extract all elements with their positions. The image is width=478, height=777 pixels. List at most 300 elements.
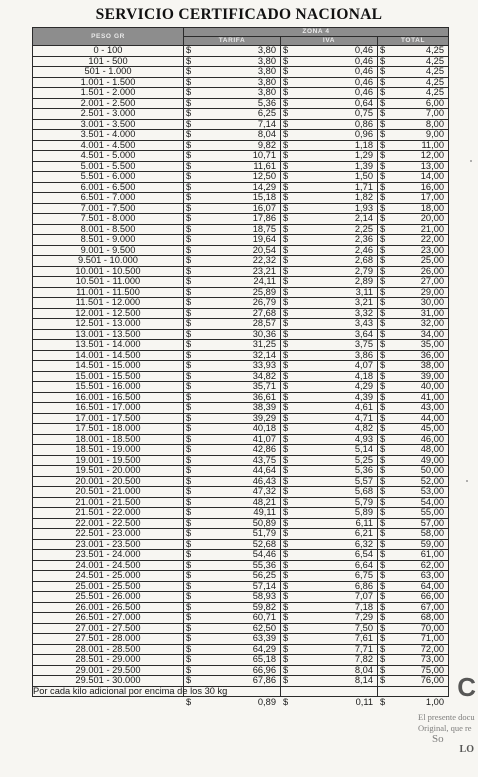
iva-cell: [281, 644, 378, 655]
peso-cell: 22.501 - 23.000: [33, 529, 184, 540]
iva-value: 2,36: [354, 234, 373, 245]
scan-speck: [470, 160, 472, 162]
currency-sign: $: [283, 465, 289, 475]
iva-cell: [281, 665, 378, 676]
iva-cell: [281, 151, 378, 162]
currency-sign: $: [380, 454, 386, 465]
currency-sign: $: [283, 45, 289, 55]
iva-value: 8,14: [354, 675, 373, 686]
currency-sign: $: [186, 402, 192, 412]
tarifa-cell: [184, 560, 281, 571]
currency-sign: $: [380, 265, 386, 276]
total-cell: [378, 340, 449, 351]
currency-sign: $: [380, 213, 386, 223]
tarifa-cell: [184, 109, 281, 120]
iva-value: 2,46: [354, 244, 373, 255]
total-value: 54,00: [420, 496, 445, 507]
currency-sign: $: [283, 549, 289, 559]
currency-sign: $: [380, 276, 386, 286]
total-cell: [378, 361, 449, 372]
total-value: 12,00: [420, 150, 445, 161]
tarifa-value: 5,36: [257, 97, 276, 108]
tarifa-value: 52,68: [252, 538, 276, 549]
iva-value: 5,79: [354, 496, 373, 507]
iva-value: 2,68: [354, 255, 373, 266]
currency-sign: $: [186, 223, 192, 234]
iva-value: 4,82: [354, 423, 373, 434]
currency-sign: $: [186, 255, 192, 265]
currency-sign: $: [380, 391, 386, 402]
table-row: [33, 98, 449, 109]
iva-cell: [281, 203, 378, 214]
total-cell: [378, 445, 449, 456]
table-row: [33, 361, 449, 372]
currency-sign: $: [283, 318, 289, 328]
currency-sign: $: [380, 433, 386, 444]
iva-cell: [281, 602, 378, 613]
tariff-table: [32, 27, 449, 707]
stamp-text-2: Original, que re: [418, 723, 472, 733]
tarifa-value: 16,07: [252, 202, 276, 213]
tarifa-value: 57,14: [252, 580, 276, 591]
currency-sign: $: [186, 297, 192, 307]
tarifa-cell: [184, 392, 281, 403]
iva-cell: [281, 350, 378, 361]
tarifa-value: 18,75: [252, 223, 276, 234]
currency-sign: $: [380, 202, 386, 213]
iva-cell: [281, 497, 378, 508]
iva-value: 1,39: [354, 160, 373, 171]
currency-sign: $: [283, 580, 289, 591]
iva-value: 5,36: [354, 465, 373, 476]
peso-cell: 15.501 - 16.000: [33, 382, 184, 393]
iva-value: 4,07: [354, 360, 373, 371]
tarifa-cell: [184, 140, 281, 151]
tarifa-value: 15,18: [252, 192, 276, 203]
total-cell: [378, 119, 449, 130]
currency-sign: $: [380, 465, 386, 475]
peso-cell: 19.001 - 19.500: [33, 455, 184, 466]
currency-sign: $: [283, 339, 289, 349]
currency-sign: $: [380, 118, 386, 129]
currency-sign: $: [186, 465, 192, 475]
currency-sign: $: [186, 486, 192, 496]
total-value: 48,00: [420, 444, 445, 455]
tarifa-value: 11,61: [253, 160, 276, 171]
iva-value: 0,46: [354, 55, 373, 66]
total-value: 8,00: [425, 118, 445, 129]
iva-cell: [281, 319, 378, 330]
total-value: 59,00: [420, 538, 445, 549]
currency-sign: $: [283, 108, 289, 118]
tarifa-value: 48,21: [252, 496, 276, 507]
total-cell: [378, 88, 449, 99]
iva-cell: [281, 518, 378, 529]
currency-sign: $: [186, 496, 192, 507]
iva-value: 4,18: [354, 370, 373, 381]
tarifa-value: 41,07: [252, 433, 276, 444]
peso-cell: 14.501 - 15.000: [33, 361, 184, 372]
iva-cell: [281, 224, 378, 235]
currency-sign: $: [380, 601, 386, 612]
currency-sign: $: [283, 412, 289, 423]
currency-sign: $: [283, 370, 289, 381]
table-row: [33, 602, 449, 613]
peso-cell: 5.001 - 5.500: [33, 161, 184, 172]
currency-sign: $: [186, 97, 192, 108]
total-value: 1,00: [425, 696, 445, 707]
tarifa-header: TARIFA: [184, 37, 281, 46]
iva-value: 6,21: [354, 528, 373, 539]
currency-sign: $: [380, 55, 386, 66]
table-row: [33, 182, 449, 193]
currency-sign: $: [186, 318, 192, 328]
currency-sign: $: [186, 307, 192, 318]
table-row: [33, 466, 449, 477]
peso-cell: 12.001 - 12.500: [33, 308, 184, 319]
currency-sign: $: [283, 654, 289, 664]
currency-sign: $: [186, 202, 192, 213]
currency-sign: $: [283, 129, 289, 139]
currency-sign: $: [186, 76, 192, 87]
total-value: 9,00: [425, 129, 445, 140]
currency-sign: $: [380, 696, 386, 707]
tarifa-value: 0,89: [257, 696, 276, 707]
currency-sign: $: [186, 108, 192, 118]
currency-sign: $: [186, 391, 192, 402]
currency-sign: $: [283, 76, 289, 87]
peso-cell: 1.001 - 1.500: [33, 77, 184, 88]
iva-value: 7,61: [354, 633, 373, 644]
currency-sign: $: [186, 654, 192, 664]
total-value: 43,00: [420, 402, 445, 413]
iva-value: 0,96: [354, 129, 373, 140]
total-value: 14,00: [420, 171, 445, 182]
currency-sign: $: [283, 612, 289, 622]
total-cell: [378, 413, 449, 424]
iva-cell: [281, 466, 378, 477]
iva-value: 7,18: [354, 601, 373, 612]
total-value: 4,25: [425, 55, 445, 66]
stamp-text-1: El presente docu: [418, 712, 475, 722]
tarifa-value: 63,39: [252, 633, 276, 644]
total-cell: [378, 182, 449, 193]
table-row: [33, 655, 449, 666]
currency-sign: $: [186, 444, 192, 454]
currency-sign: $: [380, 150, 386, 160]
total-cell: [378, 308, 449, 319]
iva-cell: [281, 109, 378, 120]
tarifa-value: 67,86: [252, 675, 276, 686]
tarifa-value: 24,11: [253, 276, 276, 287]
iva-cell: [281, 172, 378, 183]
tarifa-value: 3,80: [257, 55, 276, 66]
total-cell: [378, 98, 449, 109]
currency-sign: $: [186, 454, 192, 465]
table-row: [33, 203, 449, 214]
iva-value: 5,89: [354, 507, 373, 518]
total-cell: [378, 130, 449, 141]
currency-sign: $: [186, 612, 192, 622]
total-cell: [378, 455, 449, 466]
currency-sign: $: [186, 696, 192, 707]
currency-sign: $: [283, 633, 289, 643]
currency-sign: $: [186, 423, 192, 433]
total-cell: [378, 434, 449, 445]
zone-header: ZONA 4: [184, 28, 449, 37]
tarifa-cell: [184, 686, 281, 707]
currency-sign: $: [186, 87, 192, 97]
currency-sign: $: [283, 286, 289, 297]
currency-sign: $: [283, 496, 289, 507]
currency-sign: $: [283, 528, 289, 538]
tarifa-cell: [184, 77, 281, 88]
total-cell: [378, 329, 449, 340]
tarifa-value: 12,50: [252, 171, 276, 182]
table-row: [33, 613, 449, 624]
total-cell: [378, 109, 449, 120]
currency-sign: $: [283, 507, 289, 517]
table-row: [33, 623, 449, 634]
tarifa-cell: [184, 151, 281, 162]
peso-cell: 6.501 - 7.000: [33, 193, 184, 204]
iva-cell: [281, 67, 378, 78]
currency-sign: $: [380, 528, 386, 538]
total-cell: [378, 634, 449, 645]
currency-sign: $: [380, 475, 386, 486]
tarifa-value: 50,89: [252, 517, 276, 528]
peso-cell: 29.501 - 30.000: [33, 676, 184, 687]
currency-sign: $: [186, 181, 192, 192]
currency-sign: $: [283, 454, 289, 465]
tarifa-cell: [184, 88, 281, 99]
currency-sign: $: [283, 391, 289, 402]
table-row: [33, 119, 449, 130]
currency-sign: $: [380, 328, 386, 339]
tarifa-cell: [184, 529, 281, 540]
tarifa-value: 22,32: [252, 255, 276, 266]
tarifa-value: 3,80: [257, 66, 276, 77]
currency-sign: $: [186, 675, 192, 685]
peso-cell: 3.001 - 3.500: [33, 119, 184, 130]
total-cell: [378, 497, 449, 508]
iva-cell: [281, 550, 378, 561]
total-value: 27,00: [420, 276, 445, 287]
table-row: [33, 476, 449, 487]
total-cell: [378, 529, 449, 540]
currency-sign: $: [283, 97, 289, 108]
iva-value: 6,32: [354, 538, 373, 549]
currency-sign: $: [380, 570, 386, 580]
tarifa-cell: [184, 214, 281, 225]
total-cell: [378, 140, 449, 151]
peso-cell: 20.001 - 20.500: [33, 476, 184, 487]
tarifa-value: 6,25: [257, 108, 276, 119]
tarifa-cell: [184, 371, 281, 382]
tarifa-cell: [184, 413, 281, 424]
peso-cell: 14.001 - 14.500: [33, 350, 184, 361]
currency-sign: $: [186, 339, 192, 349]
peso-cell: 22.001 - 22.500: [33, 518, 184, 529]
table-row: [33, 392, 449, 403]
total-cell: [378, 403, 449, 414]
iva-value: 5,68: [354, 486, 373, 497]
table-row: [33, 266, 449, 277]
iva-value: 4,71: [354, 412, 373, 423]
peso-cell: 12.501 - 13.000: [33, 319, 184, 330]
currency-sign: $: [186, 45, 192, 55]
table-row: [33, 455, 449, 466]
total-cell: [378, 319, 449, 330]
total-cell: [378, 77, 449, 88]
peso-cell: 101 - 500: [33, 56, 184, 67]
currency-sign: $: [186, 192, 192, 202]
currency-sign: $: [283, 591, 289, 601]
currency-sign: $: [283, 276, 289, 286]
currency-sign: $: [380, 108, 386, 118]
iva-value: 0,64: [354, 97, 373, 108]
tarifa-value: 66,96: [252, 664, 276, 675]
total-value: 62,00: [420, 559, 445, 570]
iva-cell: [281, 634, 378, 645]
currency-sign: $: [283, 255, 289, 265]
table-row: [33, 382, 449, 393]
currency-sign: $: [380, 507, 386, 517]
currency-sign: $: [283, 475, 289, 486]
total-value: 64,00: [420, 580, 445, 591]
currency-sign: $: [186, 129, 192, 139]
table-row: [33, 434, 449, 445]
currency-sign: $: [283, 87, 289, 97]
table-row: [33, 161, 449, 172]
currency-sign: $: [380, 297, 386, 307]
document-title: SERVICIO CERTIFICADO NACIONAL: [95, 6, 383, 23]
tarifa-cell: [184, 67, 281, 78]
currency-sign: $: [380, 381, 386, 391]
tarifa-cell: [184, 665, 281, 676]
currency-sign: $: [380, 559, 386, 570]
currency-sign: $: [186, 643, 192, 654]
tarifa-cell: [184, 308, 281, 319]
tarifa-cell: [184, 298, 281, 309]
tarifa-cell: [184, 508, 281, 519]
table-row: [33, 644, 449, 655]
currency-sign: $: [283, 517, 289, 528]
peso-cell: 25.001 - 25.500: [33, 581, 184, 592]
total-value: 46,00: [420, 433, 445, 444]
total-value: 31,00: [420, 307, 445, 318]
tarifa-value: 42,86: [252, 444, 276, 455]
currency-sign: $: [283, 402, 289, 412]
tarifa-cell: [184, 550, 281, 561]
total-value: 35,00: [420, 339, 445, 350]
total-value: 71,00: [420, 633, 445, 644]
stamp-signature: So: [432, 733, 444, 745]
currency-sign: $: [380, 181, 386, 192]
table-row: [33, 539, 449, 550]
tarifa-value: 36,61: [252, 391, 276, 402]
iva-cell: [281, 413, 378, 424]
currency-sign: $: [283, 360, 289, 370]
currency-sign: $: [186, 171, 192, 181]
total-value: 26,00: [420, 265, 445, 276]
peso-cell: 17.501 - 18.000: [33, 424, 184, 435]
peso-cell: 25.501 - 26.000: [33, 592, 184, 603]
peso-cell: 9.001 - 9.500: [33, 245, 184, 256]
iva-cell: [281, 161, 378, 172]
currency-sign: $: [380, 45, 386, 55]
iva-value: 1,82: [354, 192, 373, 203]
iva-value: 7,29: [354, 612, 373, 623]
currency-sign: $: [380, 87, 386, 97]
table-row: [33, 329, 449, 340]
tarifa-cell: [184, 676, 281, 687]
iva-cell: [281, 56, 378, 67]
currency-sign: $: [186, 622, 192, 633]
total-value: 29,00: [420, 286, 445, 297]
tarifa-cell: [184, 98, 281, 109]
iva-value: 1,93: [354, 202, 373, 213]
peso-cell: 9.501 - 10.000: [33, 256, 184, 267]
total-cell: [378, 151, 449, 162]
total-cell: [378, 466, 449, 477]
iva-cell: [281, 445, 378, 456]
currency-sign: $: [380, 370, 386, 381]
extra-kilo-label: Por cada kilo adicional por encima de los 30 kg: [33, 685, 228, 696]
scan-speck: [466, 480, 468, 482]
iva-value: 0,75: [354, 108, 373, 119]
total-value: 17,00: [420, 192, 445, 203]
tarifa-cell: [184, 634, 281, 645]
peso-cell: 26.501 - 27.000: [33, 613, 184, 624]
peso-cell: 501 - 1.000: [33, 67, 184, 78]
tarifa-cell: [184, 487, 281, 498]
total-cell: [378, 508, 449, 519]
currency-sign: $: [283, 192, 289, 202]
total-value: 75,00: [420, 664, 445, 675]
total-cell: [378, 602, 449, 613]
table-row: [33, 308, 449, 319]
currency-sign: $: [283, 118, 289, 129]
tarifa-value: 30,36: [252, 328, 276, 339]
currency-sign: $: [380, 286, 386, 297]
currency-sign: $: [186, 601, 192, 612]
tarifa-value: 33,93: [252, 360, 276, 371]
table-row: [33, 151, 449, 162]
tarifa-cell: [184, 256, 281, 267]
tarifa-cell: [184, 571, 281, 582]
tarifa-value: 35,71: [252, 381, 276, 392]
currency-sign: $: [283, 664, 289, 675]
total-value: 66,00: [420, 591, 445, 602]
table-row: [33, 287, 449, 298]
currency-sign: $: [380, 517, 386, 528]
iva-cell: [281, 298, 378, 309]
iva-value: 0,46: [354, 45, 373, 56]
total-cell: [378, 193, 449, 204]
iva-cell: [281, 193, 378, 204]
total-cell: [378, 203, 449, 214]
iva-value: 3,21: [354, 297, 373, 308]
currency-sign: $: [380, 76, 386, 87]
total-value: 63,00: [420, 570, 445, 581]
tarifa-value: 8,04: [257, 129, 276, 140]
currency-sign: $: [283, 570, 289, 580]
currency-sign: $: [380, 486, 386, 496]
tarifa-cell: [184, 340, 281, 351]
iva-cell: [281, 371, 378, 382]
tarifa-value: 25,89: [252, 286, 276, 297]
